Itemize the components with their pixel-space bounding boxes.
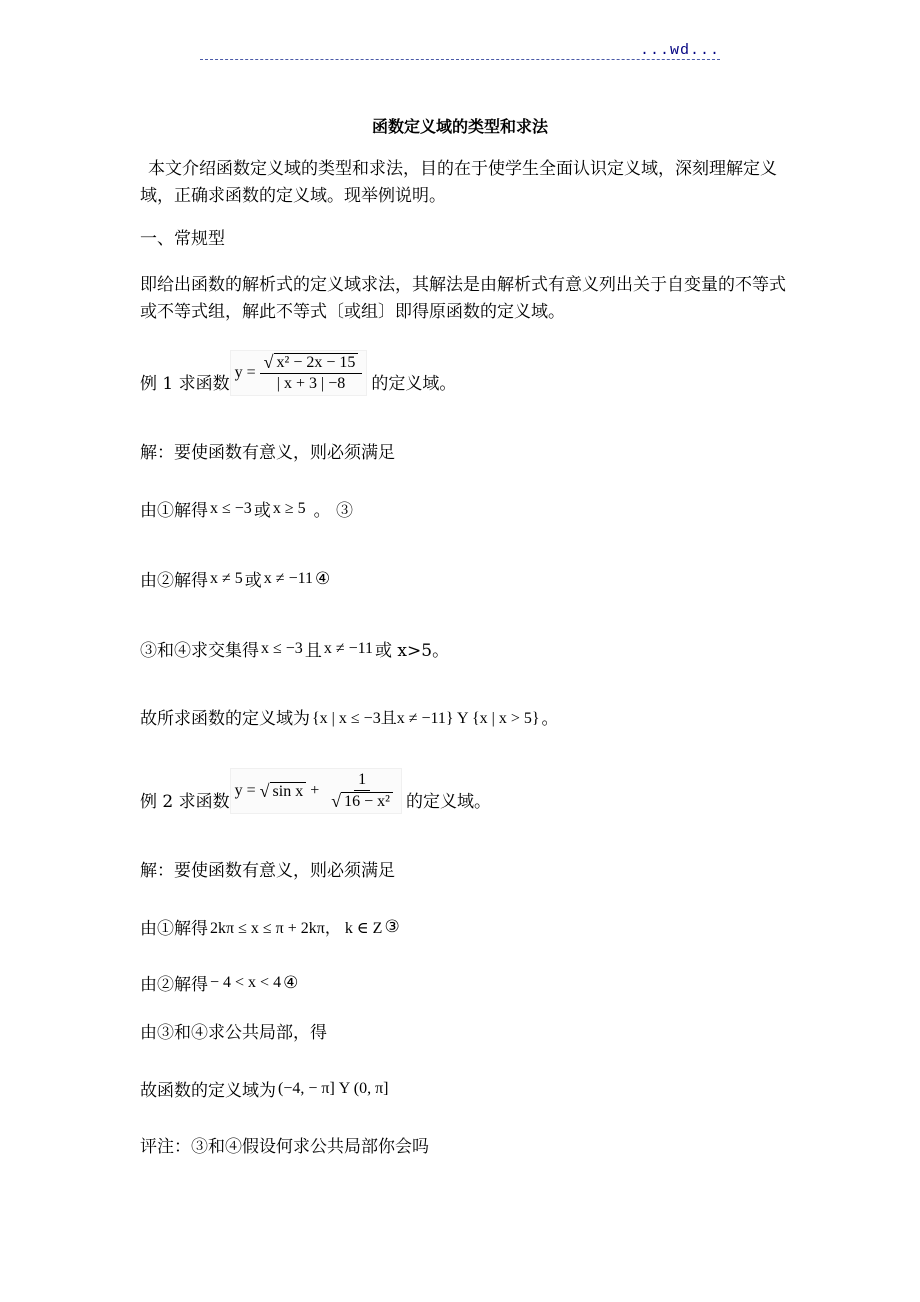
example2-solution-intro [140,856,395,881]
example2-step1-suffix: ③ [384,916,400,937]
example1-step1-suffix: 。 ③ [313,501,353,521]
example1-step2 [140,566,330,591]
example2-result-prefix: 故函数的定义域为 [140,1081,276,1101]
example2-step3-text: 由③和④求公共局部，得 [140,1023,327,1043]
example1-step1-math2: x ≥ 5 [272,499,306,517]
example1-fraction [260,353,363,393]
example2-step3 [140,1018,327,1043]
example2-step1-math: 2kπ ≤ x ≤ π + 2kπ， k ∈ Z [210,920,383,937]
example1-suffix: 的定义域。 [371,374,457,394]
example1-step3 [140,636,449,661]
example2-denominator [327,791,397,811]
example2-sqrt-term [260,782,307,801]
example2-statement [140,768,491,814]
example1-step2-suffix: ④ [315,568,331,589]
example1-step1 [140,496,353,521]
example1-step3-math1: x ≤ −3 [261,639,303,657]
example2-fraction [327,771,397,811]
example1-step3-suffix: 或 x>5。 [375,641,450,661]
example2-sqrt-text: sin x [270,782,307,801]
example1-step2-prefix: 由②解得 [140,571,208,591]
example2-denominator-text: 16 − x² [341,792,393,811]
example1-step3-math2: x ≠ −11 [323,639,374,657]
example1-result-prefix: 故所求函数的定义域为 [140,709,310,729]
example2-step2 [140,970,298,995]
example2-formula-lhs: y = [234,782,256,799]
example1-numerator [260,353,363,374]
example1-step2-math2: x ≠ −11 [263,569,313,587]
example1-result-suffix: 。 [541,709,559,729]
example2-step1 [140,914,400,939]
example1-statement [140,350,456,396]
example1-formula-lhs: y = [234,364,256,381]
example1-denominator: | x + 3 | −8 [276,375,346,392]
section1-description: 即给出函数的解析式的定义域求法，其解法是由解析式有意义列出关于自变量的不等式或不等式组，解此不等式〔或组〕即得原函数的定义域。 [140,275,786,322]
example1-step3-and: 且 [304,641,322,661]
example2-numerator: 1 [354,771,370,791]
example2-solution-intro-text: 解：要使函数有意义，则必须满足 [140,861,395,881]
example1-step1-math1: x ≤ −3 [210,499,252,517]
example1-solution-intro [140,438,395,463]
example2-prefix: 例 2 求函数 [140,792,230,812]
example2-suffix: 的定义域。 [405,792,491,812]
example1-numerator-text: x² − 2x − 15 [274,353,359,372]
example1-prefix: 例 1 求函数 [140,374,230,394]
example1-step2-or: 或 [244,571,262,591]
header-rule [200,59,720,60]
example1-formula [230,350,368,396]
example2-step1-prefix: 由①解得 [140,919,208,939]
example2-plus: + [310,782,320,799]
sqrt-icon: √ [331,791,342,811]
header-mark: ...wd... [640,42,721,59]
example1-solution-intro-text: 解：要使函数有意义，则必须满足 [140,443,395,463]
example1-step1-prefix: 由①解得 [140,501,208,521]
example1-step1-or: 或 [253,501,271,521]
example2-formula [230,768,402,814]
example2-step2-prefix: 由②解得 [140,975,208,995]
sqrt-icon: √ [259,780,270,801]
example2-step2-math: − 4 < x < 4 [210,973,282,991]
example1-step3-prefix: ③和④求交集得 [140,641,259,661]
example2-step2-suffix: ④ [283,972,299,993]
example2-result [140,1076,390,1101]
example1-result-math: {x | x ≤ −3且x ≠ −11} Y {x | x > 5} [312,710,540,727]
example2-result-math: (−4, − π] Y (0, π] [278,1079,389,1097]
example2-comment-text: 评注：③和④假设何求公共局部你会吗 [140,1137,429,1157]
page-title: 函数定义域的类型和求法 [371,117,548,136]
example1-result [140,704,559,729]
intro-paragraph: 本文介绍函数定义域的类型和求法，目的在于使学生全面认识定义域，深刻理解定义域，正确求函数的定义域。现举例说明。 [140,159,777,206]
section1-heading: 一、常规型 [140,229,225,249]
sqrt-icon: √ [263,352,274,372]
example1-step2-math1: x ≠ 5 [210,569,243,587]
example2-comment [140,1132,429,1157]
